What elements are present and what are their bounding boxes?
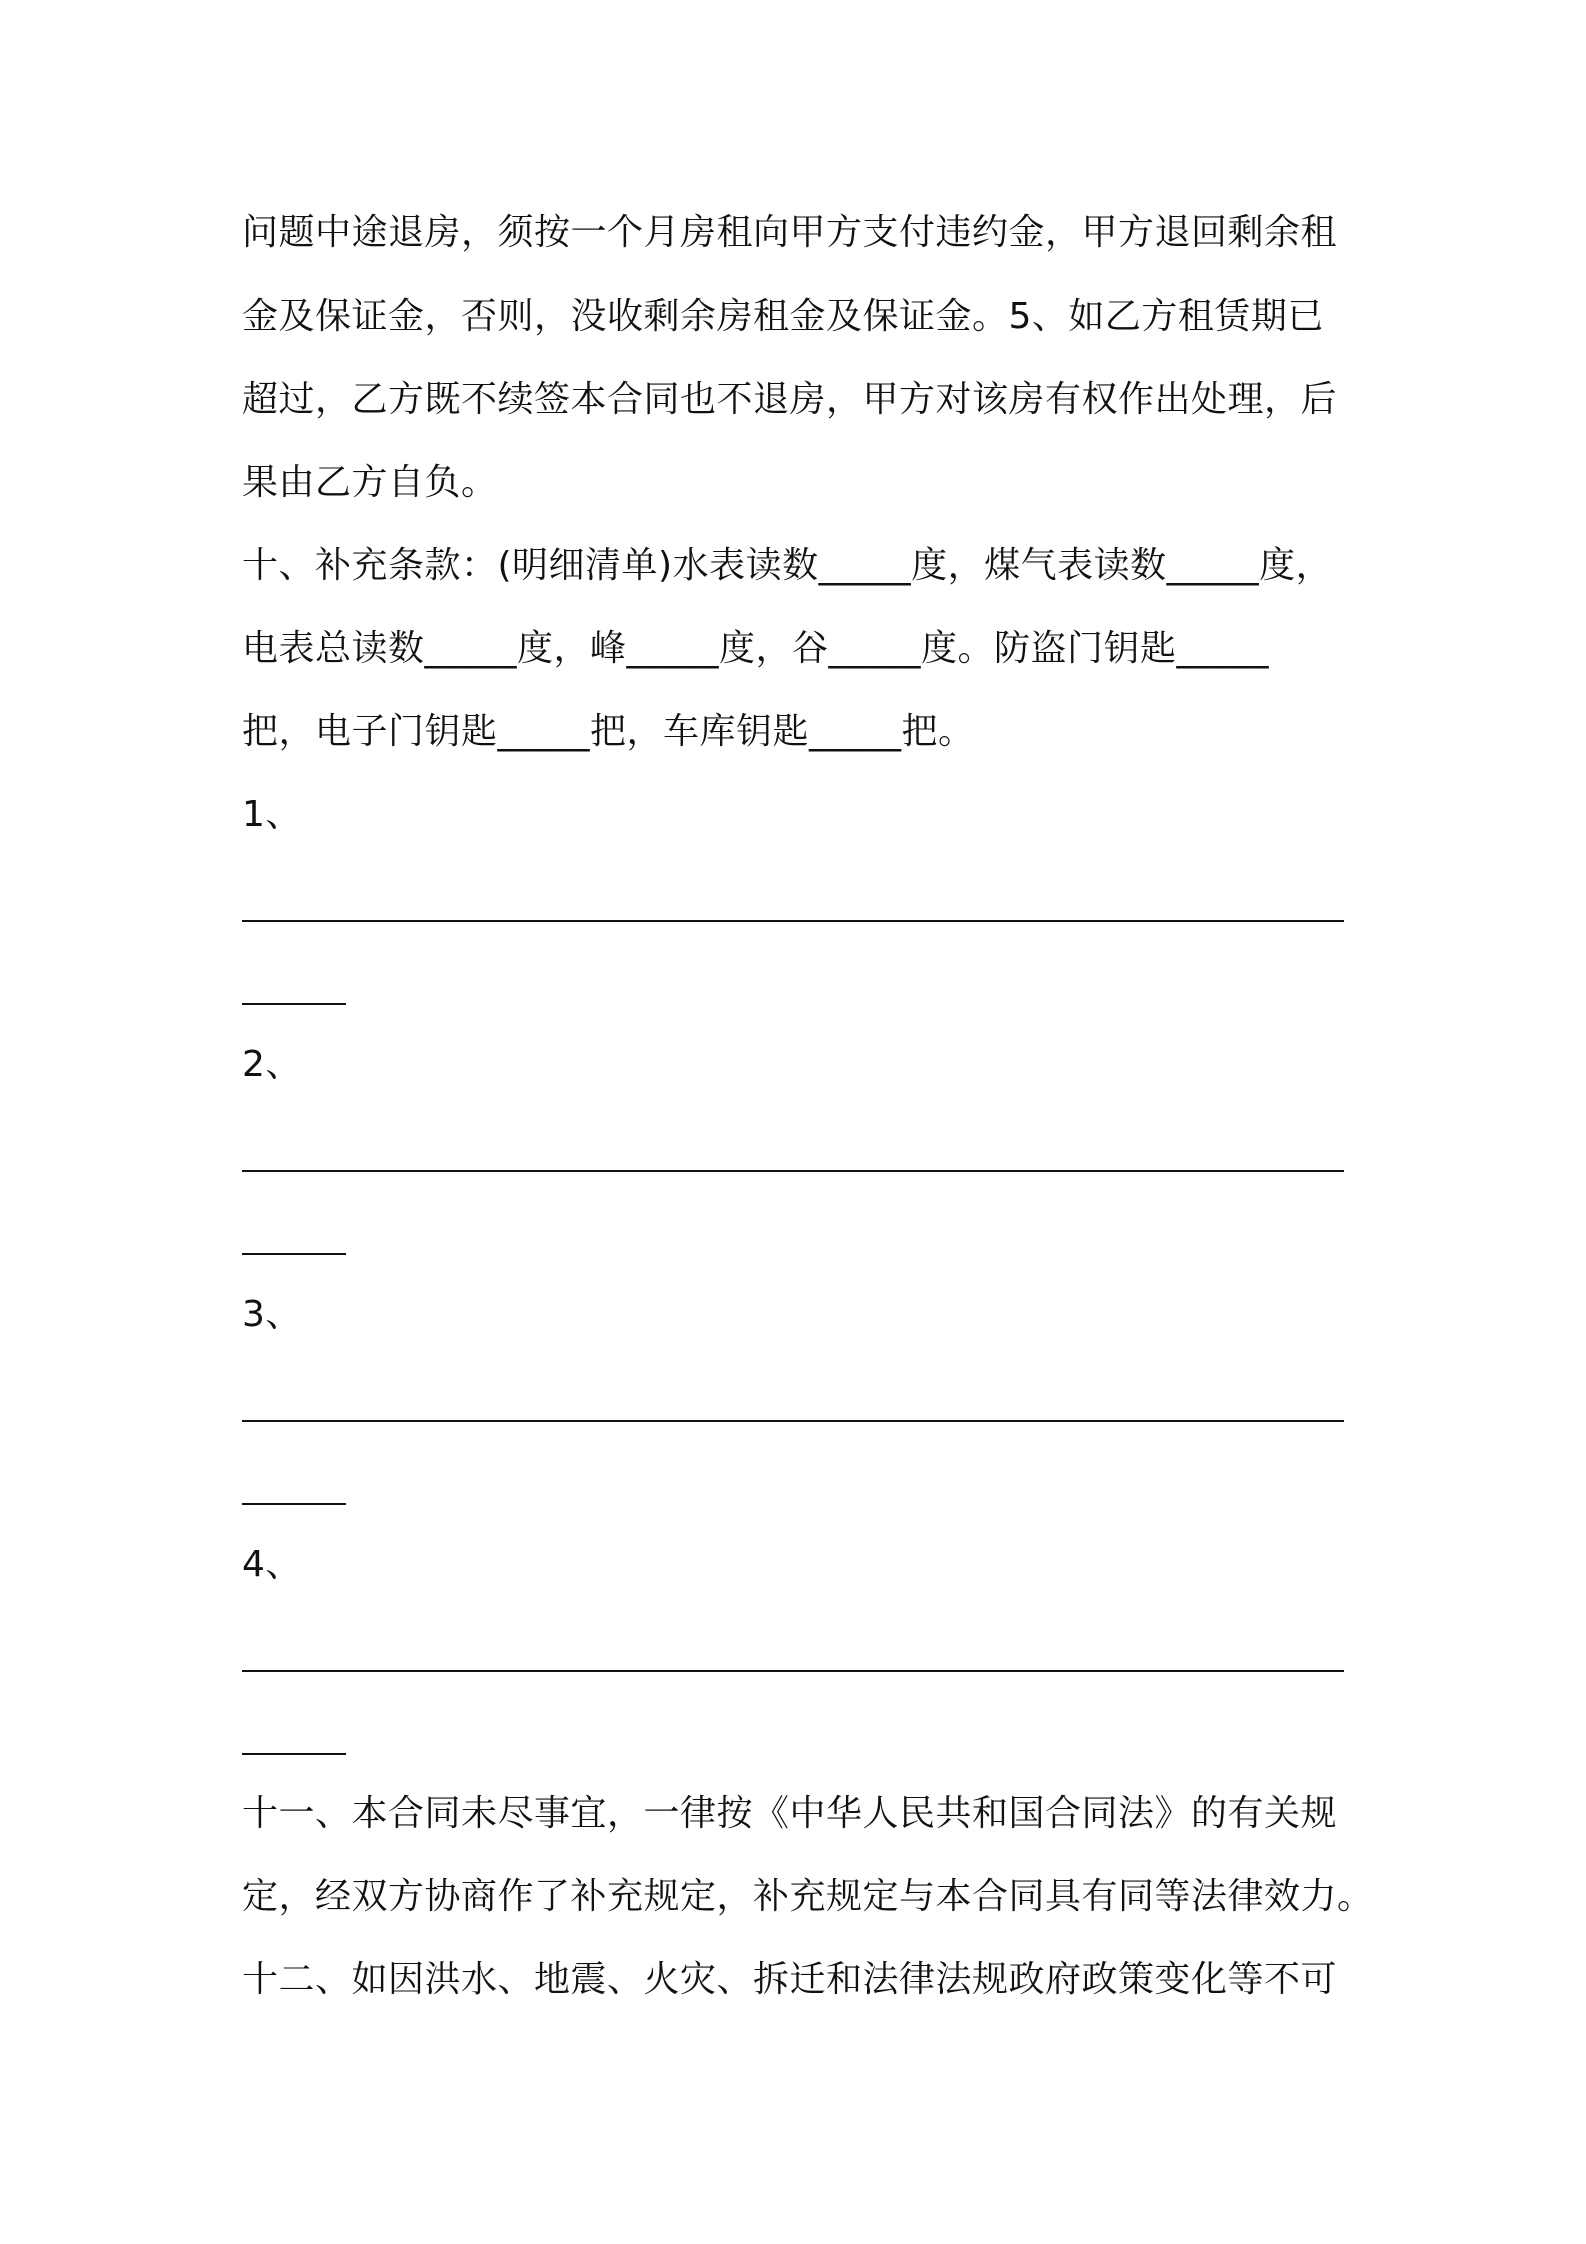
- section-10-line: 把，电子门钥匙_____把，车库钥匙_____把。: [242, 711, 975, 752]
- item-label-2: 2、: [242, 1044, 302, 1085]
- section-11-line: 十一、本合同未尽事宜，一律按《中华人民共和国合同法》的有关规: [242, 1793, 1338, 1834]
- item-label-3: 3、: [242, 1294, 302, 1335]
- blank-fill-line: [242, 1003, 346, 1005]
- blank-fill-line: [242, 1170, 1344, 1172]
- section-10-line: 电表总读数_____度，峰_____度，谷_____度。防盗门钥匙_____: [242, 628, 1270, 669]
- paragraph-line: 问题中途退房，须按一个月房租向甲方支付违约金，甲方退回剩余租: [242, 212, 1338, 253]
- paragraph-line: 超过，乙方既不续签本合同也不退房，甲方对该房有权作出处理，后: [242, 379, 1338, 420]
- section-10-heading-line: 十、补充条款：(明细清单)水表读数_____度，煤气表读数_____度，: [242, 545, 1333, 586]
- paragraph-line: 金及保证金，否则，没收剩余房租金及保证金。5、如乙方租赁期已: [242, 296, 1324, 337]
- section-12-line: 十二、如因洪水、地震、火灾、拆迁和法律法规政府政策变化等不可: [242, 1959, 1338, 2000]
- blank-fill-line: [242, 1503, 346, 1505]
- blank-fill-line: [242, 920, 1344, 922]
- item-label-1: 1、: [242, 794, 302, 835]
- section-11-line: 定，经双方协商作了补充规定，补充规定与本合同具有同等法律效力。: [242, 1876, 1374, 1917]
- blank-fill-line: [242, 1753, 346, 1755]
- paragraph-line: 果由乙方自负。: [242, 462, 498, 503]
- blank-fill-line: [242, 1420, 1344, 1422]
- item-label-4: 4、: [242, 1544, 302, 1585]
- blank-fill-line: [242, 1253, 346, 1255]
- blank-fill-line: [242, 1670, 1344, 1672]
